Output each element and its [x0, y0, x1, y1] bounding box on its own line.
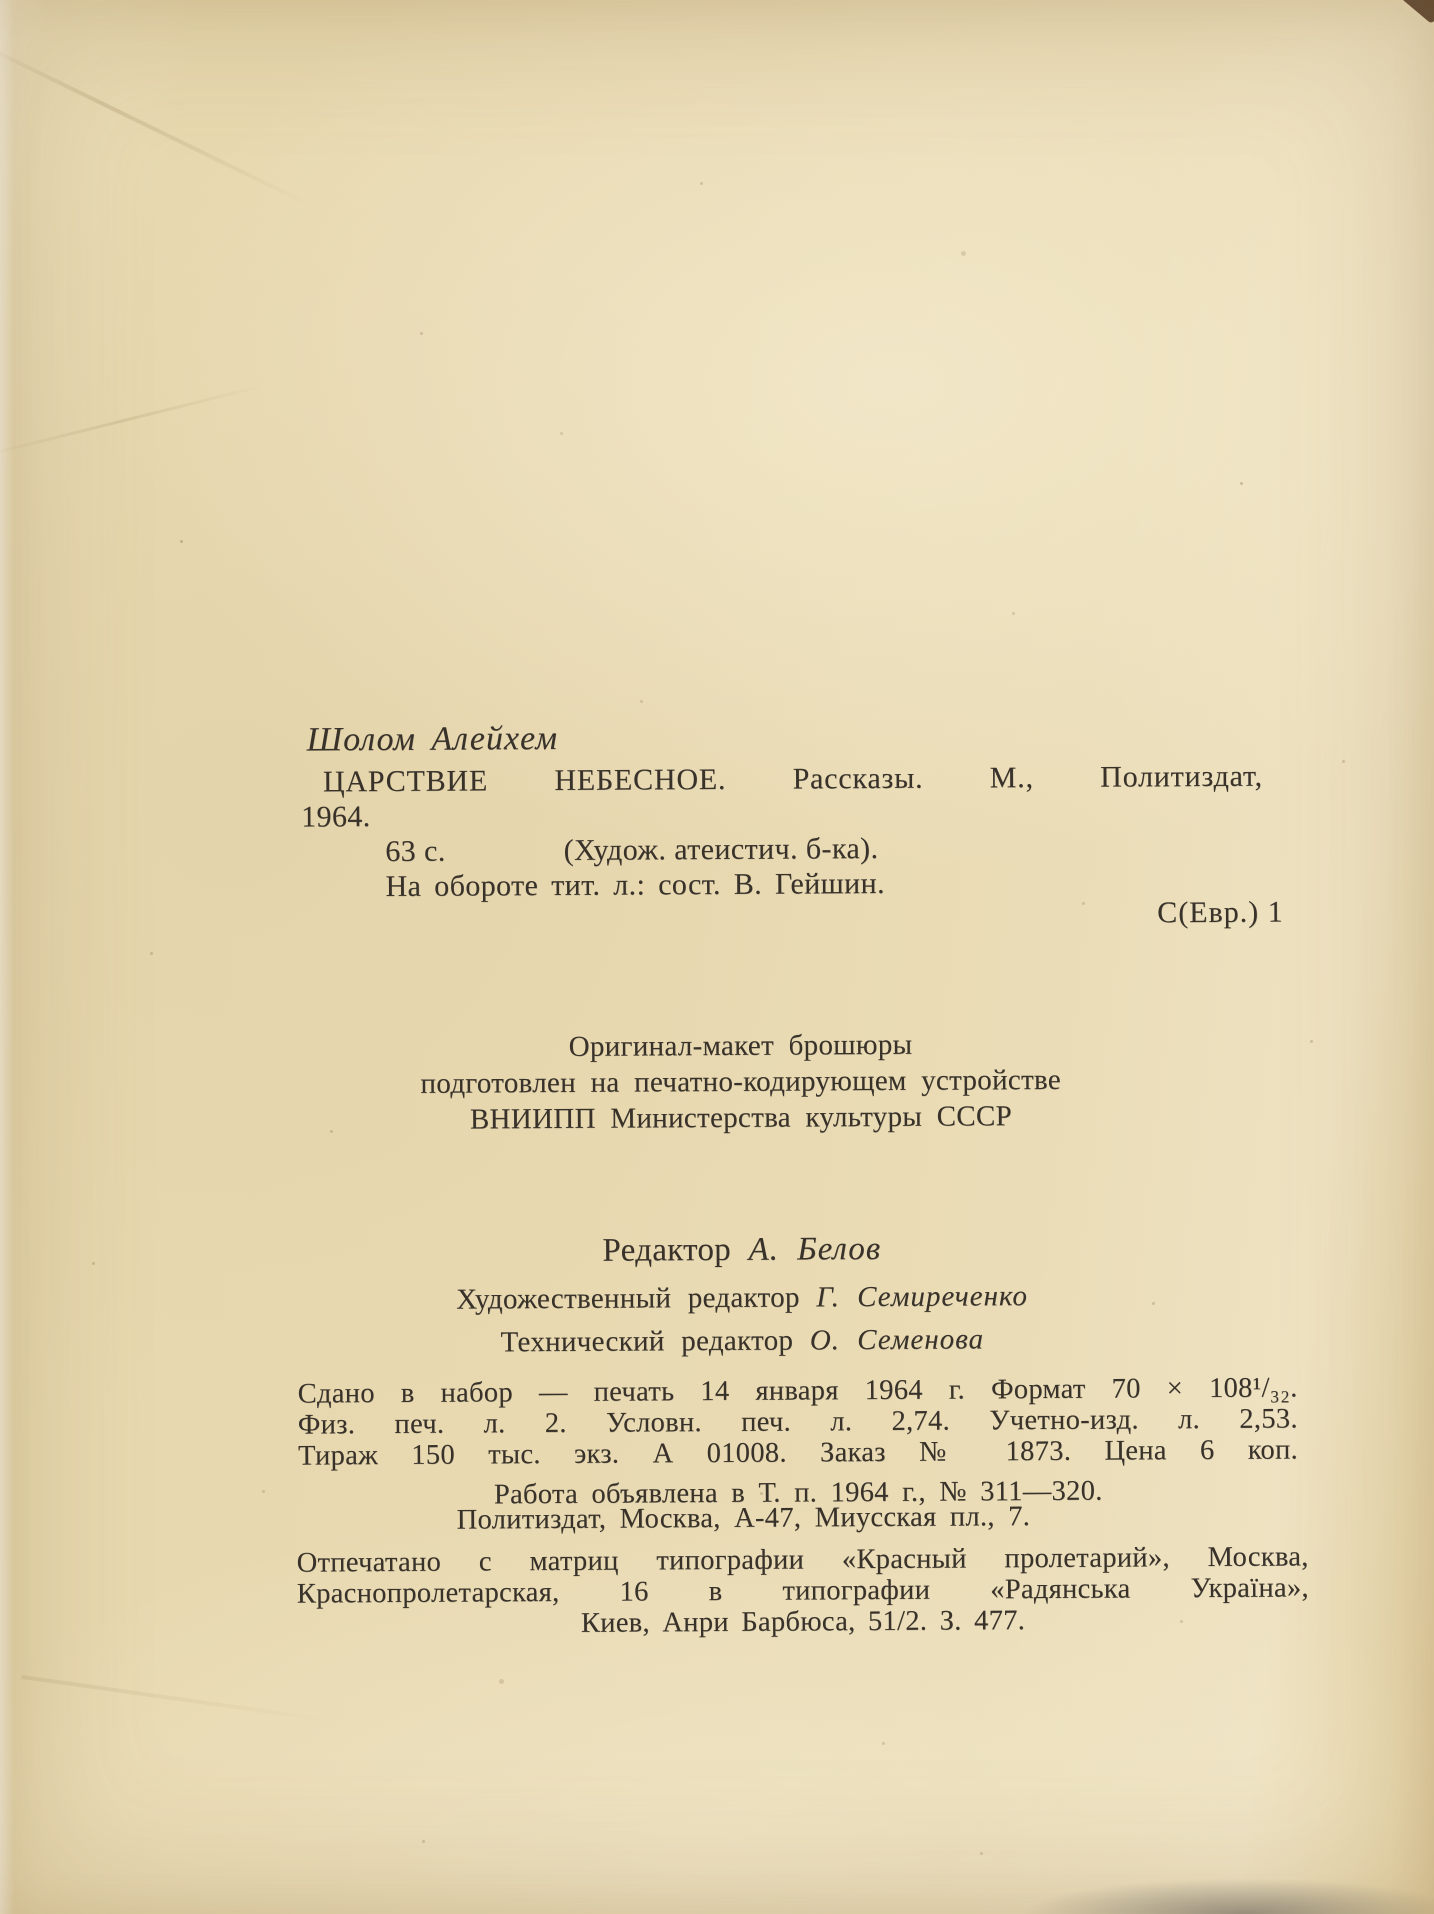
tech-editor-name: О. Семенова: [809, 1323, 985, 1357]
pages-series-line: [385, 828, 1301, 869]
production-note: [210, 1025, 1271, 1139]
production-note-line: Оригинал-макет брошюры: [568, 1028, 913, 1063]
printing-house-block: [297, 1541, 1310, 1640]
tech-editor-line: [212, 1320, 1272, 1362]
title-line: ЦАРСТВИЕ НЕБЕСНОЕ. Рассказы. М., Политиздат,: [322, 759, 1264, 799]
bibliographic-record: [301, 714, 1302, 935]
art-editor-label: Художественный редактор: [456, 1281, 800, 1316]
editors-block: [212, 1227, 1273, 1369]
editor-name: А. Белов: [748, 1231, 882, 1268]
imprint-line: Тираж 150 тыс. экз. А 01008. Заказ № 1873. Цена 6 коп.: [297, 1434, 1299, 1472]
tab-gap: [446, 833, 564, 869]
production-note-line: ВНИИПП Министерства культуры СССР: [469, 1100, 1013, 1136]
printing-line: Отпечатано с матриц типографии «Красный пролетарий», Москва,: [296, 1541, 1309, 1579]
editor-label: Редактор: [602, 1231, 732, 1269]
art-editor-name: Г. Семиреченко: [816, 1280, 1029, 1314]
imprint-line: Работа объявлена в Т. п. 1964 г., № 311—320.: [493, 1475, 1103, 1511]
compiler-note-line: На обороте тит. л.: сост. В. Гейшин.: [385, 866, 886, 904]
printing-line: Киев, Анри Барбюса, 51/2. З. 477.: [580, 1605, 1026, 1639]
tech-editor-label: Технический редактор: [500, 1324, 794, 1359]
publisher-address: Политиздат, Москва, А-47, Миусская пл., 7.: [456, 1501, 1031, 1536]
editor-line: [212, 1227, 1272, 1273]
art-editor-line: [212, 1277, 1272, 1319]
imprint-block: [298, 1372, 1299, 1511]
classification-index: С(Евр.) 1: [1157, 895, 1284, 930]
paper-specks: [0, 0, 3, 3]
pages-count: 63 с.: [385, 834, 446, 869]
imprint-line: Физ. печ. л. 2. Условн. печ. л. 2,74. Учетно-изд. л. 2,53.: [297, 1403, 1298, 1441]
imprint-line: Сдано в набор — печать 14 января 1964 г. Формат 70 × 108¹/₃₂.: [297, 1372, 1298, 1410]
production-note-line: подготовлен на печатно-кодирующем устройстве: [420, 1063, 1062, 1100]
series-note: (Худож. атеистич. б-ка).: [563, 832, 879, 867]
printing-line: Краснопролетарская, 16 в типографии «Радянська Україна»,: [296, 1572, 1309, 1610]
year-line: 1964.: [301, 800, 371, 834]
author-line: Шолом Алейхем: [306, 719, 559, 759]
